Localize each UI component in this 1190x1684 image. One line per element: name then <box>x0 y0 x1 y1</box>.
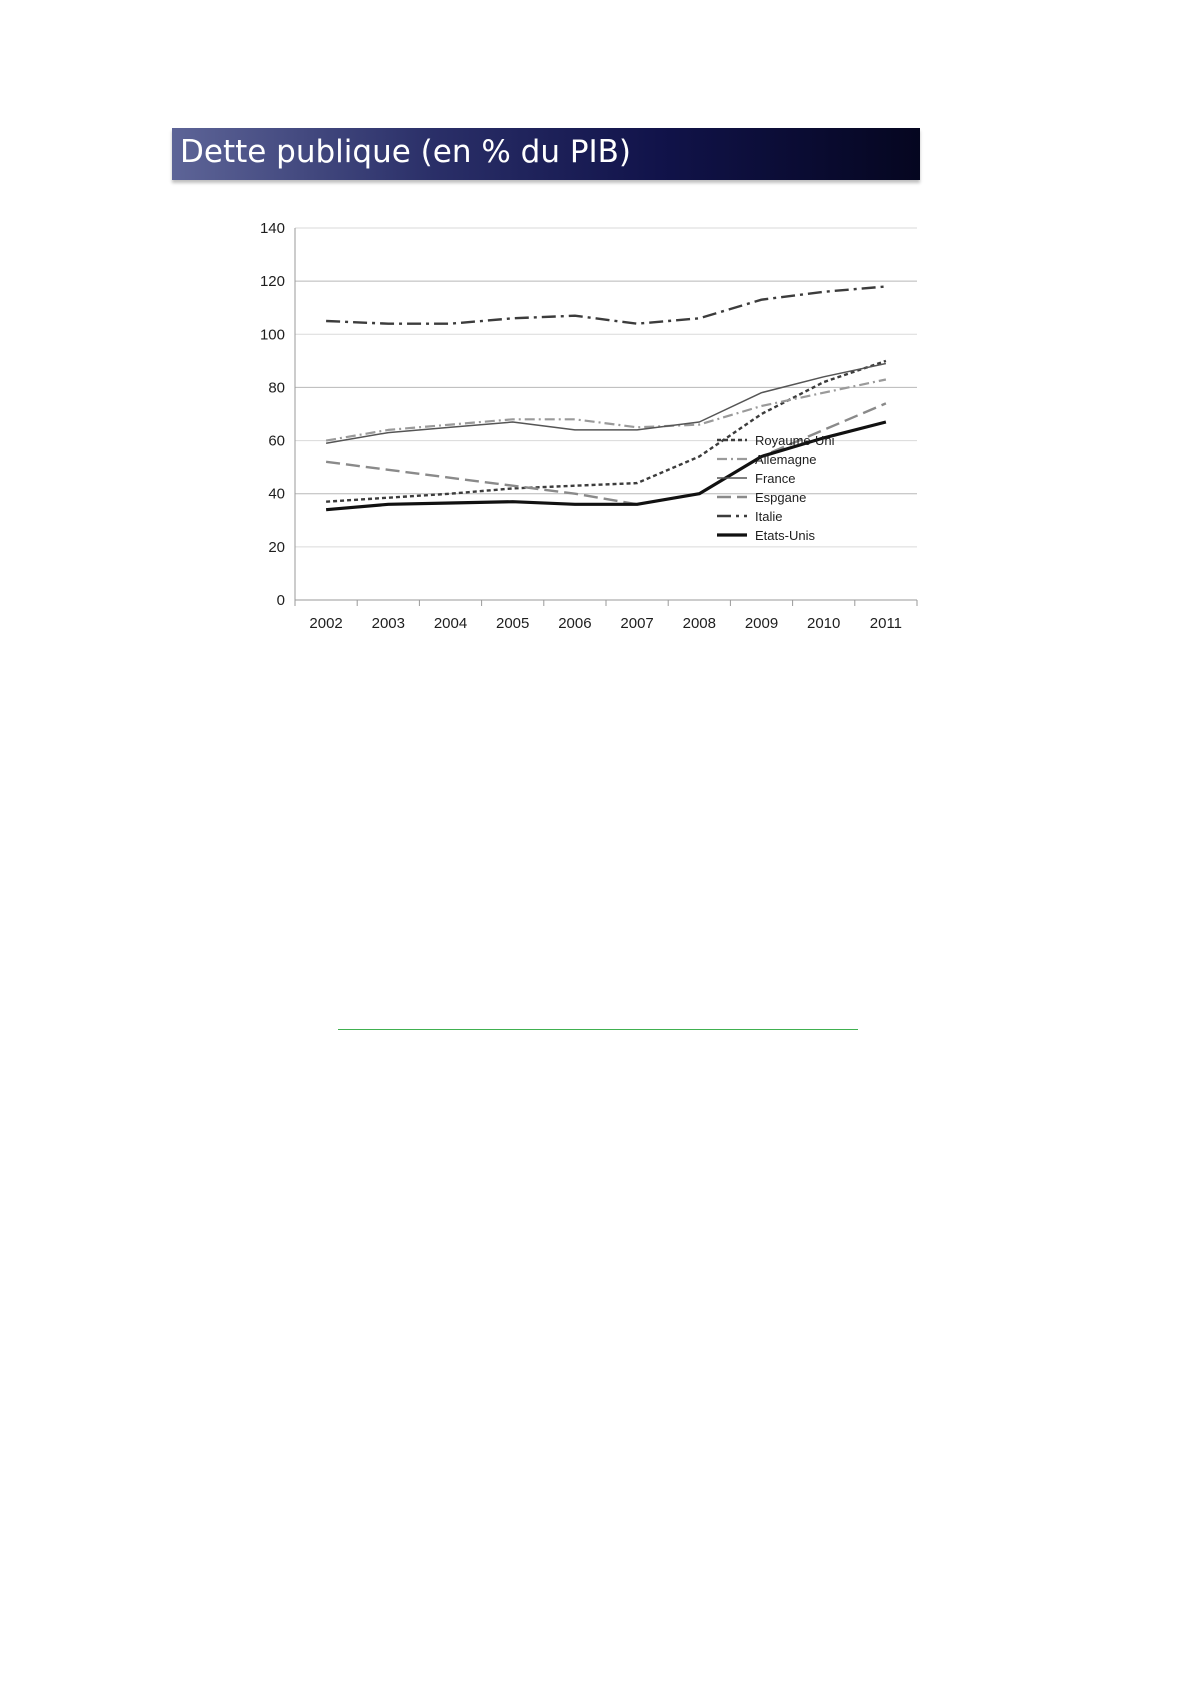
x-tick-label: 2007 <box>620 615 654 632</box>
debt-line-chart <box>225 212 925 642</box>
legend-label: Etats-Unis <box>755 528 815 543</box>
y-tick-label: 140 <box>259 220 285 237</box>
title-banner <box>172 128 920 180</box>
y-tick-label: 0 <box>276 592 285 609</box>
y-tick-label: 100 <box>259 326 285 344</box>
x-tick-label: 2002 <box>309 615 343 632</box>
y-tick-label: 120 <box>259 273 285 291</box>
x-tick-label: 2009 <box>744 615 779 632</box>
legend-label: Royaume-Uni <box>755 433 835 448</box>
y-tick-label: 40 <box>268 485 285 503</box>
y-tick-label: 20 <box>268 538 285 556</box>
x-tick-label: 2005 <box>496 615 530 632</box>
y-tick-label: 80 <box>268 379 285 397</box>
x-tick-label: 2008 <box>682 615 716 632</box>
series-line-france <box>326 364 886 444</box>
legend-label: Italie <box>755 509 783 524</box>
x-tick-label: 2010 <box>807 615 841 632</box>
legend-label: Allemagne <box>755 452 817 467</box>
x-tick-label: 2011 <box>869 615 903 632</box>
y-tick-label: 60 <box>268 432 285 450</box>
x-tick-label: 2003 <box>371 615 405 632</box>
series-line-italie <box>326 287 886 324</box>
legend-label: France <box>755 471 796 486</box>
legend-label: Espgane <box>755 490 807 505</box>
x-tick-label: 2004 <box>433 615 468 632</box>
slide-title: Dette publique (en % du PIB) <box>180 134 632 170</box>
x-tick-label: 2006 <box>558 615 592 632</box>
divider-line <box>338 1029 858 1030</box>
